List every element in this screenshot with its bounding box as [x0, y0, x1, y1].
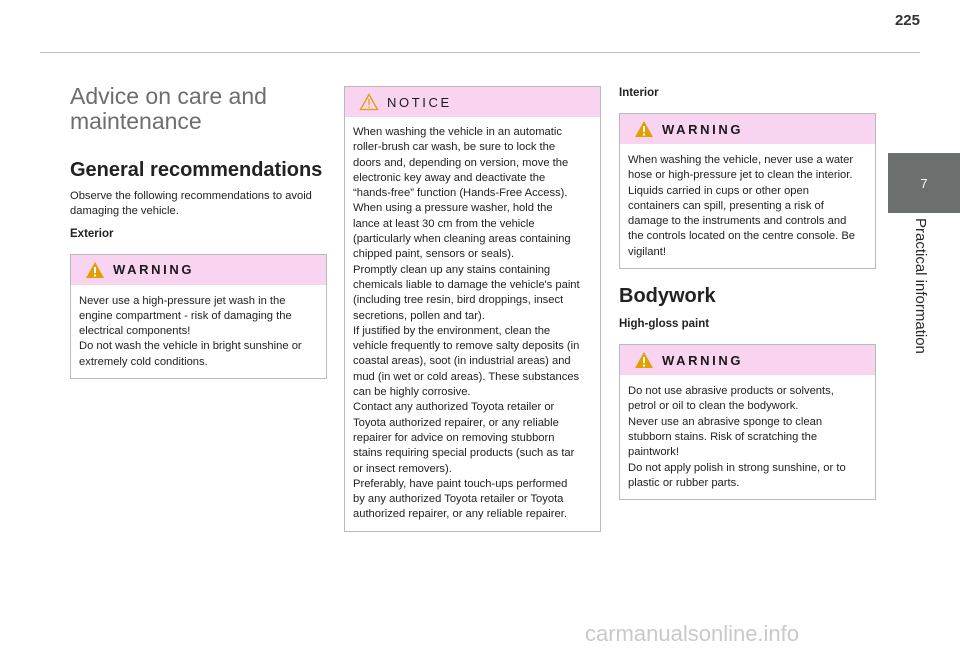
warning-line: the controls located on the centre console. Be — [628, 230, 856, 243]
notice-line: repairer for advice on removing stubborn — [353, 431, 555, 444]
notice-line: Toyota authorized repairer, or any reliable — [353, 416, 559, 429]
warning-line: extremely cold conditions. — [79, 355, 208, 368]
exterior-warning-box — [70, 254, 327, 379]
notice-triangle-icon — [359, 93, 379, 111]
warning-line: engine compartment - risk of damaging the — [79, 309, 292, 322]
warning-triangle-icon — [634, 351, 654, 369]
notice-line: by any authorized Toyota retailer or Toyota — [353, 493, 564, 506]
warning-line: petrol or oil to clean the bodywork. — [628, 400, 799, 413]
chapter-label — [888, 218, 960, 358]
warning-line: hose or high-pressure jet to clean the interior. — [628, 169, 853, 182]
notice-line: chemicals liable to damage the vehicle's paint — [353, 278, 580, 291]
exterior-subhead: Exterior — [70, 227, 114, 240]
warning-triangle-icon — [634, 120, 654, 138]
warning-line: Never use a high-pressure jet wash in the — [79, 294, 286, 307]
notice-line: When washing the vehicle in an automatic — [353, 126, 562, 138]
notice-body — [345, 117, 600, 531]
notice-line: electronic key away and deactivate the — [353, 171, 546, 184]
warning-title: WARNING — [662, 121, 744, 137]
warning-title: WARNING — [662, 352, 744, 368]
notice-line: lance at least 30 cm from the vehicle — [353, 217, 535, 230]
watermark: carmanualsonline.info — [585, 621, 800, 646]
warning-line: Do not apply polish in strong sunshine, or to — [628, 461, 846, 474]
warning-line: Liquids carried in cups or other open — [628, 184, 809, 197]
notice-line: authorized repairer, or any reliable repairer. — [353, 508, 567, 521]
notice-line: (particularly when cleaning areas containing — [353, 233, 571, 246]
notice-line: Contact any authorized Toyota retailer or — [353, 401, 555, 414]
general-recommendations-heading: General recommendations — [70, 159, 323, 181]
notice-line: mud (in wet or cold areas). These substances — [353, 370, 580, 383]
notice-line: “hands-free” function (Hands-Free Access). — [353, 187, 568, 200]
warning-header — [620, 114, 875, 144]
warning-line: vigilant! — [628, 245, 666, 258]
page-number: 225 — [894, 12, 920, 29]
bodywork-heading: Bodywork — [619, 285, 716, 308]
section-title — [70, 84, 327, 134]
notice-line: roller-brush car wash, be sure to lock the — [353, 141, 556, 154]
warning-body — [71, 285, 326, 378]
intro-text — [70, 189, 327, 220]
interior-warning-box — [619, 113, 876, 269]
notice-line: coastal areas), soot (in industrial areas) and — [353, 355, 571, 368]
notice-line: can be highly corrosive. — [353, 386, 471, 399]
chapter-label-text: Practical information — [912, 218, 929, 354]
chapter-tab[interactable] — [888, 153, 960, 213]
warning-title: WARNING — [113, 262, 195, 278]
warning-header — [71, 255, 326, 285]
notice-header — [345, 87, 600, 117]
notice-line: vehicle frequently to remove salty deposits (in — [353, 340, 580, 353]
section-title-line-1: Advice on care and — [70, 83, 267, 109]
warning-header — [620, 345, 875, 375]
warning-line: damage to the instruments and controls and — [628, 215, 847, 228]
intro-line: damaging the vehicle. — [70, 205, 179, 218]
notice-line: When using a pressure washer, hold the — [353, 202, 553, 215]
notice-line: doors and, depending on version, move the — [353, 156, 569, 169]
notice-line: or insect removers). — [353, 462, 452, 475]
notice-line: secretions, pollen and tar). — [353, 309, 485, 322]
paint-warning-box — [619, 344, 876, 500]
notice-line: chipped paint, sensors or seals). — [353, 248, 515, 261]
warning-line: When washing the vehicle, never use a water — [628, 154, 854, 166]
warning-line: electrical components! — [79, 325, 191, 338]
top-rule — [40, 52, 920, 53]
warning-line: Never use an abrasive sponge to clean — [628, 415, 823, 428]
notice-line: Promptly clean up any stains containing — [353, 263, 551, 276]
warning-line: paintwork! — [628, 446, 679, 459]
notice-line: stains requiring special products (such as tar — [353, 447, 575, 460]
section-title-line-2: maintenance — [70, 108, 202, 134]
notice-line: If justified by the environment, clean the — [353, 324, 551, 337]
warning-line: Do not wash the vehicle in bright sunshine or — [79, 340, 302, 353]
warning-body — [620, 375, 875, 499]
warning-body — [620, 144, 875, 268]
warning-line: Do not use abrasive products or solvents, — [628, 385, 834, 398]
interior-subhead: Interior — [619, 87, 659, 99]
notice-line: (including tree resin, bird droppings, insect — [353, 294, 564, 307]
chapter-number: 7 — [920, 175, 928, 191]
notice-line: Preferably, have paint touch-ups performed — [353, 477, 568, 490]
high-gloss-paint-subhead: High-gloss paint — [619, 318, 710, 331]
warning-triangle-icon — [85, 261, 105, 279]
notice-title: NOTICE — [387, 94, 452, 110]
column-left — [70, 84, 327, 379]
column-middle — [344, 86, 601, 532]
warning-line: stubborn stains. Risk of scratching the — [628, 430, 818, 443]
warning-line: plastic or rubber parts. — [628, 476, 740, 489]
column-right — [619, 87, 876, 500]
warning-line: containers can spill, presenting a risk of — [628, 199, 824, 212]
notice-box — [344, 86, 601, 532]
intro-line: Observe the following recommendations to avoid — [70, 190, 312, 202]
